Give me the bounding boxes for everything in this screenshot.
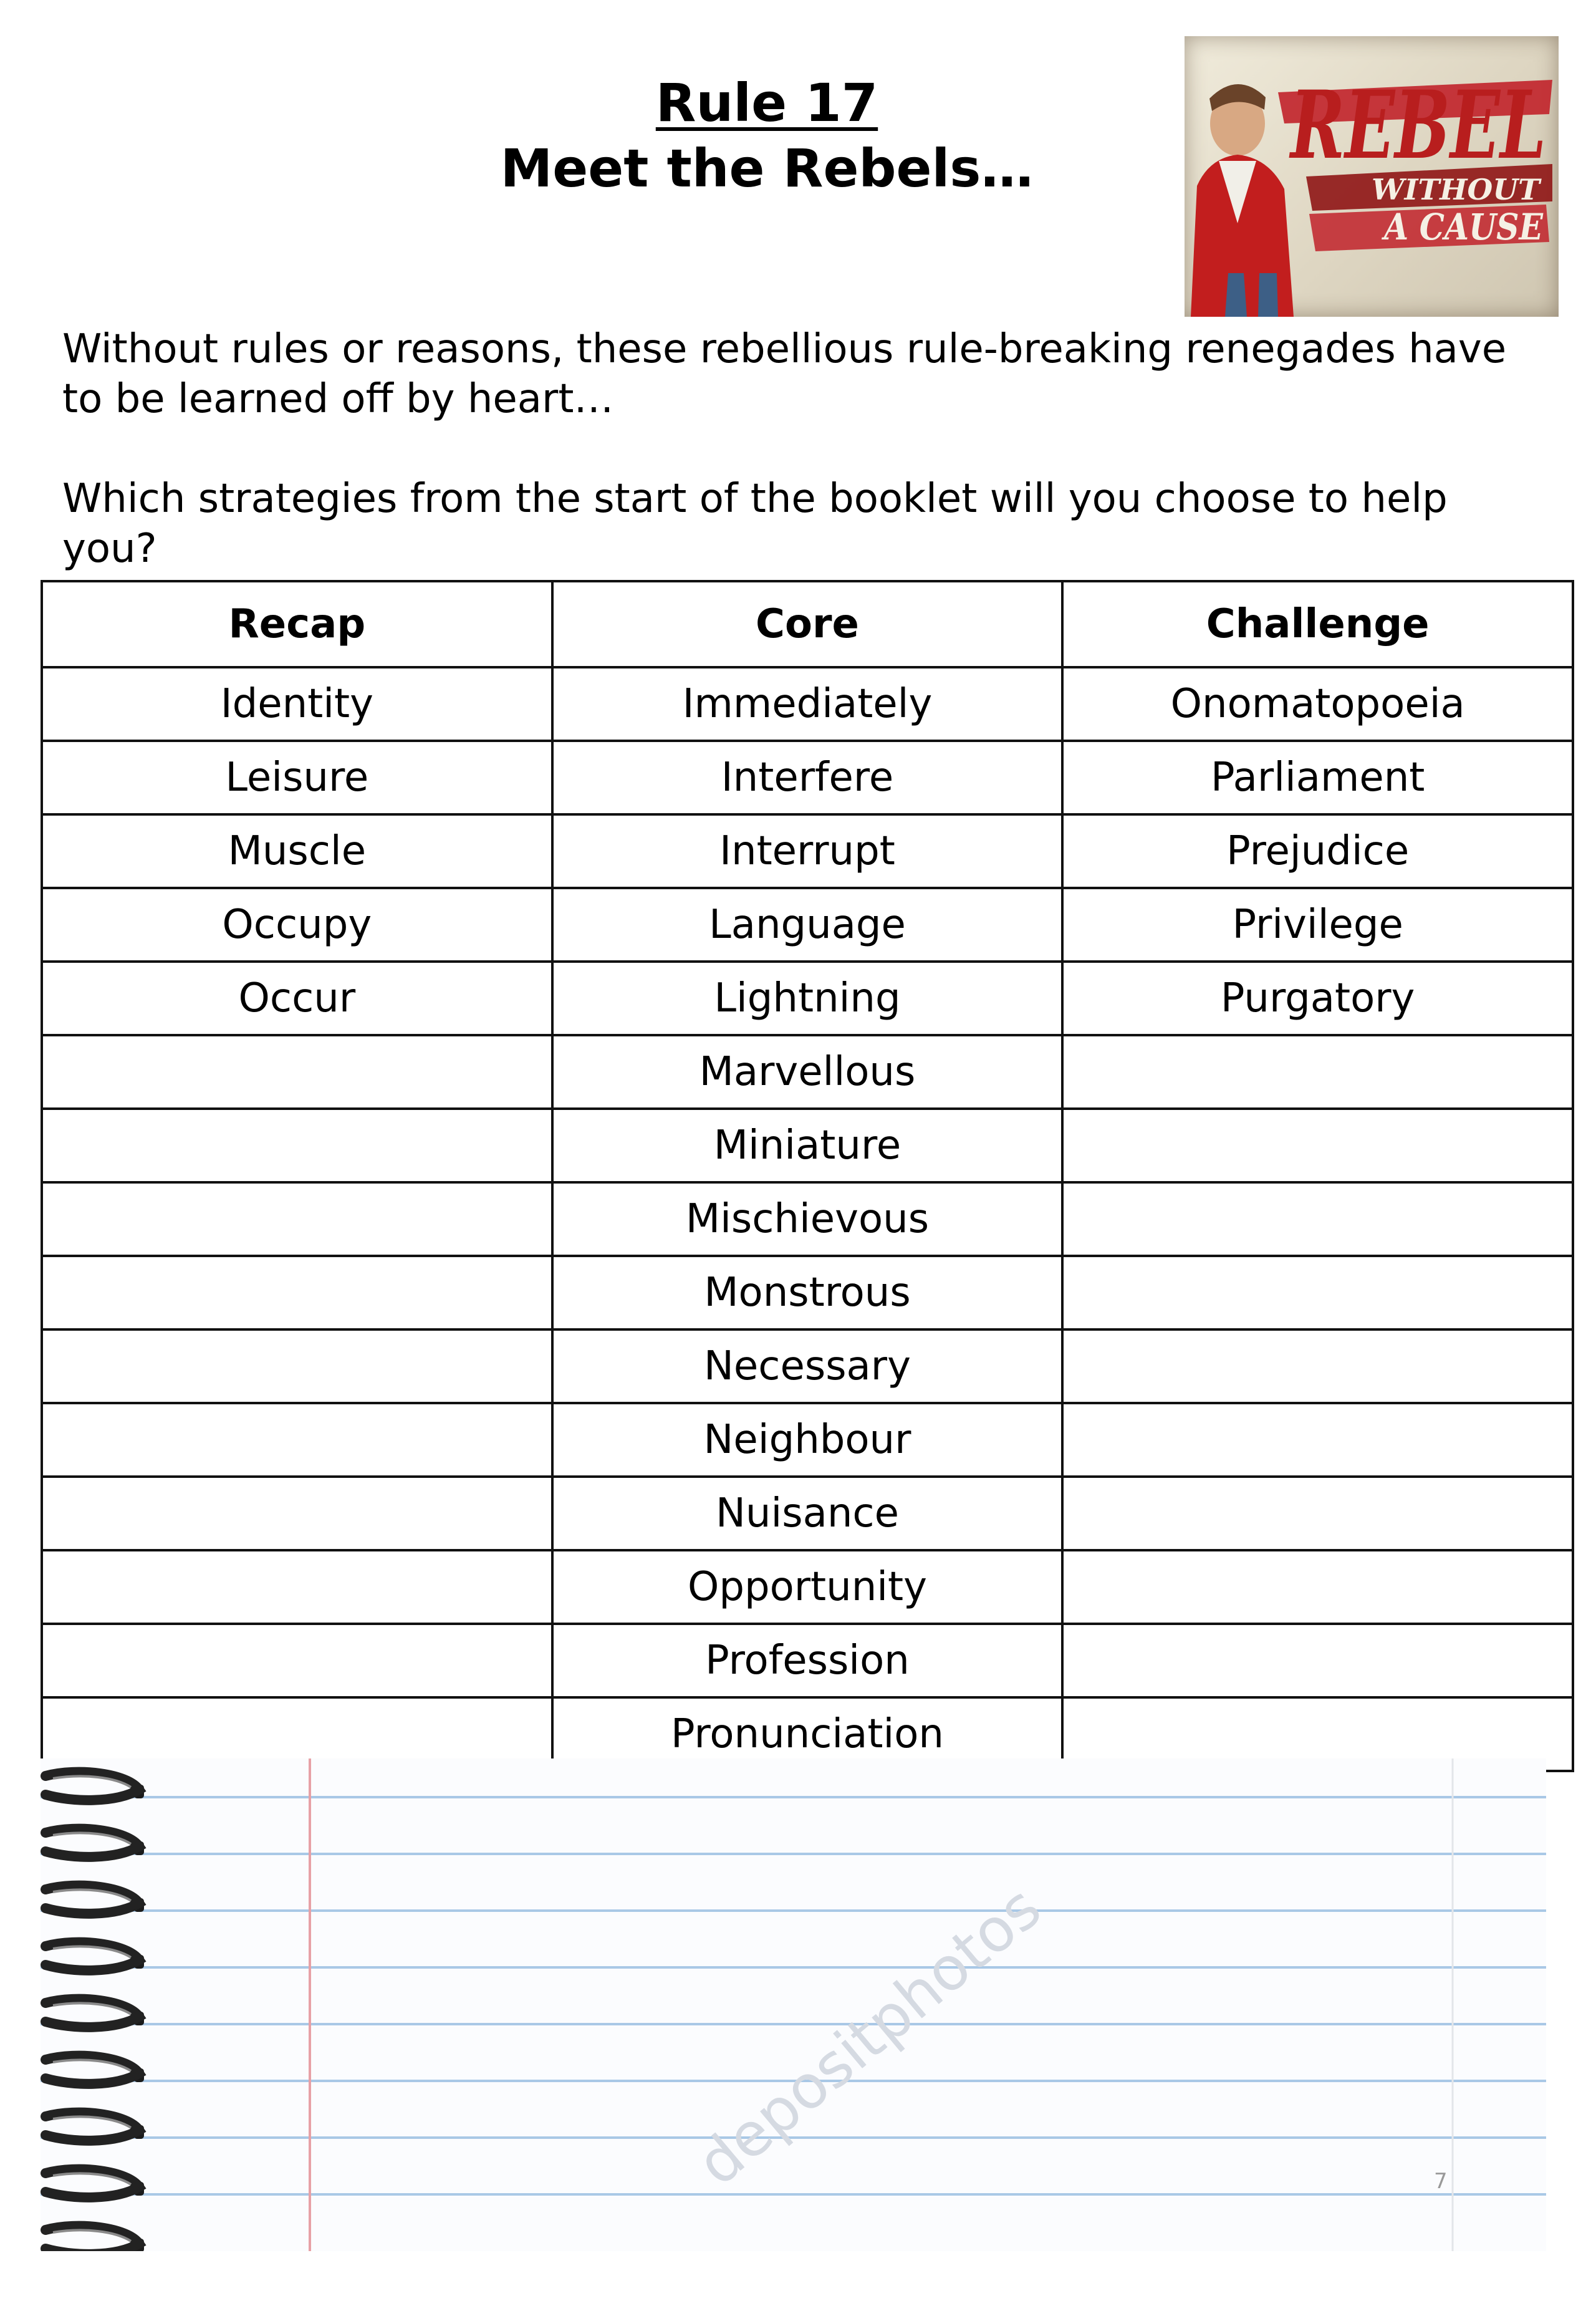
challenge-cell (1062, 1403, 1573, 1477)
challenge-cell: Prejudice (1062, 814, 1573, 888)
header-challenge: Challenge (1062, 581, 1573, 667)
page-number: 7 (1434, 2169, 1448, 2194)
challenge-cell (1062, 1182, 1573, 1256)
poster-a-cause-text: A CAUSE (1381, 206, 1544, 248)
table-row (42, 888, 1573, 962)
page-subtitle: Meet the Rebels… (500, 138, 1034, 199)
table-row (42, 962, 1573, 1035)
recap-cell: Occur (42, 962, 552, 1035)
table-row (42, 1035, 1573, 1109)
watermark-text: depositphotos (683, 1872, 1054, 2199)
table-row (42, 741, 1573, 814)
header-core: Core (552, 581, 1063, 667)
core-cell: Profession (552, 1624, 1063, 1697)
challenge-cell: Privilege (1062, 888, 1573, 962)
recap-cell (42, 1550, 552, 1624)
header-recap: Recap (42, 581, 552, 667)
recap-cell: Identity (42, 667, 552, 741)
title-block (436, 72, 1097, 203)
rule-title: Rule 17 (655, 72, 878, 133)
table-row (42, 1109, 1573, 1182)
core-cell: Lightning (552, 962, 1063, 1035)
lined-notebook-paper (41, 1758, 1546, 2251)
challenge-cell (1062, 1477, 1573, 1550)
core-cell: Interfere (552, 741, 1063, 814)
core-cell: Miniature (552, 1109, 1063, 1182)
strategy-question: Which strategies from the start of the booklet will you choose to help you? (62, 476, 1448, 572)
rebel-without-a-cause-poster (1185, 36, 1559, 317)
recap-cell (42, 1182, 552, 1256)
table-body (42, 667, 1573, 1771)
core-cell: Interrupt (552, 814, 1063, 888)
core-cell: Mischievous (552, 1182, 1063, 1256)
challenge-cell (1062, 1035, 1573, 1109)
intro-paragraph: Without rules or reasons, these rebellious rule-breaking renegades have to be learned off by heart… (62, 326, 1507, 422)
challenge-cell (1062, 1109, 1573, 1182)
table-row (42, 1403, 1573, 1477)
recap-cell (42, 1624, 552, 1697)
spelling-word-table (41, 580, 1574, 1772)
core-cell: Language (552, 888, 1063, 962)
challenge-cell (1062, 1550, 1573, 1624)
poster-without-text: WITHOUT (1372, 173, 1542, 206)
recap-cell (42, 1477, 552, 1550)
recap-cell (42, 1329, 552, 1403)
table-row (42, 1182, 1573, 1256)
poster-title-text: REBEL (1289, 70, 1546, 180)
core-cell: Necessary (552, 1329, 1063, 1403)
challenge-cell (1062, 1624, 1573, 1697)
challenge-cell (1062, 1256, 1573, 1329)
core-cell: Marvellous (552, 1035, 1063, 1109)
recap-cell: Leisure (42, 741, 552, 814)
challenge-cell: Parliament (1062, 741, 1573, 814)
recap-cell: Occupy (42, 888, 552, 962)
core-cell: Opportunity (552, 1550, 1063, 1624)
recap-cell (42, 1035, 552, 1109)
challenge-cell (1062, 1329, 1573, 1403)
table-row (42, 1329, 1573, 1403)
core-cell: Pronunciation (552, 1697, 1063, 1771)
table-header-row (42, 581, 1573, 667)
challenge-cell: Onomatopoeia (1062, 667, 1573, 741)
table-row (42, 1256, 1573, 1329)
recap-cell (42, 1109, 552, 1182)
table-row (42, 814, 1573, 888)
table-row (42, 1477, 1573, 1550)
table-row (42, 1624, 1573, 1697)
core-cell: Neighbour (552, 1403, 1063, 1477)
core-cell: Immediately (552, 667, 1063, 741)
recap-cell: Muscle (42, 814, 552, 888)
recap-cell (42, 1256, 552, 1329)
table-row (42, 1550, 1573, 1624)
core-cell: Monstrous (552, 1256, 1063, 1329)
challenge-cell: Purgatory (1062, 962, 1573, 1035)
core-cell: Nuisance (552, 1477, 1063, 1550)
table-row (42, 667, 1573, 741)
recap-cell (42, 1403, 552, 1477)
